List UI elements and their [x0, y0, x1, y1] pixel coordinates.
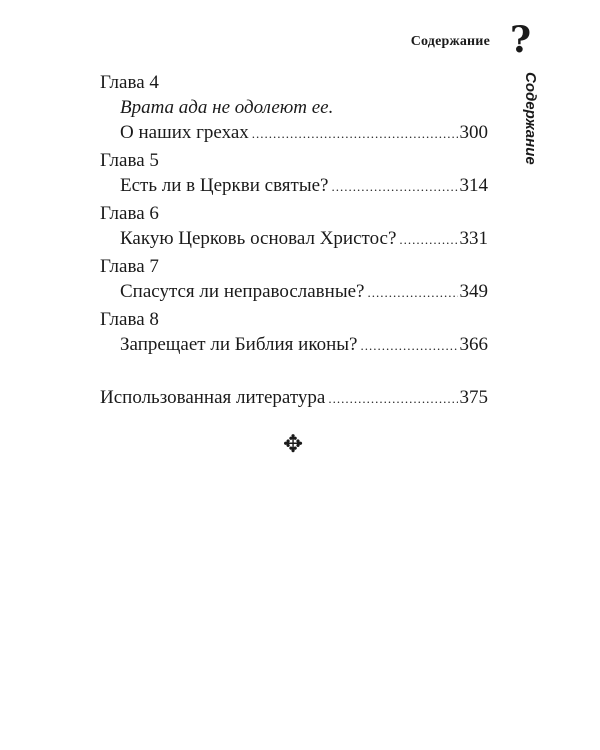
chapter-heading: Глава 8 — [100, 309, 159, 330]
question-mark-icon: ? — [510, 19, 532, 61]
chapter-subtitle: Врата ада не одолеют ее. — [120, 97, 334, 118]
toc-entry-page: 331 — [459, 228, 488, 249]
dot-leader — [399, 227, 457, 252]
toc-entry[interactable] — [100, 173, 488, 199]
ornament-cross-icon: ✥ — [283, 430, 304, 458]
chapter-heading: Глава 7 — [100, 256, 159, 277]
toc-entry-title: Какую Церковь основал Христос? — [120, 228, 397, 249]
toc-entry-page: 366 — [459, 334, 488, 355]
dot-leader — [367, 280, 457, 305]
dot-leader — [331, 174, 457, 199]
toc-chapter-8 — [100, 307, 488, 358]
toc-chapter-7 — [100, 254, 488, 305]
toc-entry-page: 349 — [459, 281, 488, 302]
toc-entry-page: 375 — [459, 387, 488, 408]
chapter-heading: Глава 5 — [100, 150, 159, 171]
chapter-heading: Глава 4 — [100, 72, 159, 93]
toc-entry[interactable] — [100, 226, 488, 252]
toc-entry-title: О наших грехах — [120, 122, 249, 143]
chapter-heading: Глава 6 — [100, 203, 159, 224]
toc-entry[interactable] — [100, 120, 488, 146]
dot-leader — [252, 121, 458, 146]
toc-entry[interactable] — [100, 332, 488, 358]
running-header-title: Содержание — [410, 34, 490, 49]
dot-leader — [360, 333, 457, 358]
toc-entry-page: 314 — [459, 175, 488, 196]
dot-leader — [328, 386, 457, 411]
toc-entry-bibliography[interactable] — [100, 385, 488, 411]
toc-entry-title: Спасутся ли неправославные? — [120, 281, 365, 302]
toc-chapter-5 — [100, 148, 488, 199]
side-section-label: Содержание — [522, 72, 539, 165]
toc-chapter-4 — [100, 70, 488, 146]
toc-entry-page: 300 — [459, 122, 488, 143]
toc-entry-title: Запрещает ли Библия иконы? — [120, 334, 358, 355]
toc-entry-title: Есть ли в Церкви святые? — [120, 175, 329, 196]
toc-chapter-6 — [100, 201, 488, 252]
toc-entry[interactable] — [100, 279, 488, 305]
toc-entry-title: Использованная литература — [100, 387, 326, 408]
table-of-contents — [100, 70, 488, 411]
